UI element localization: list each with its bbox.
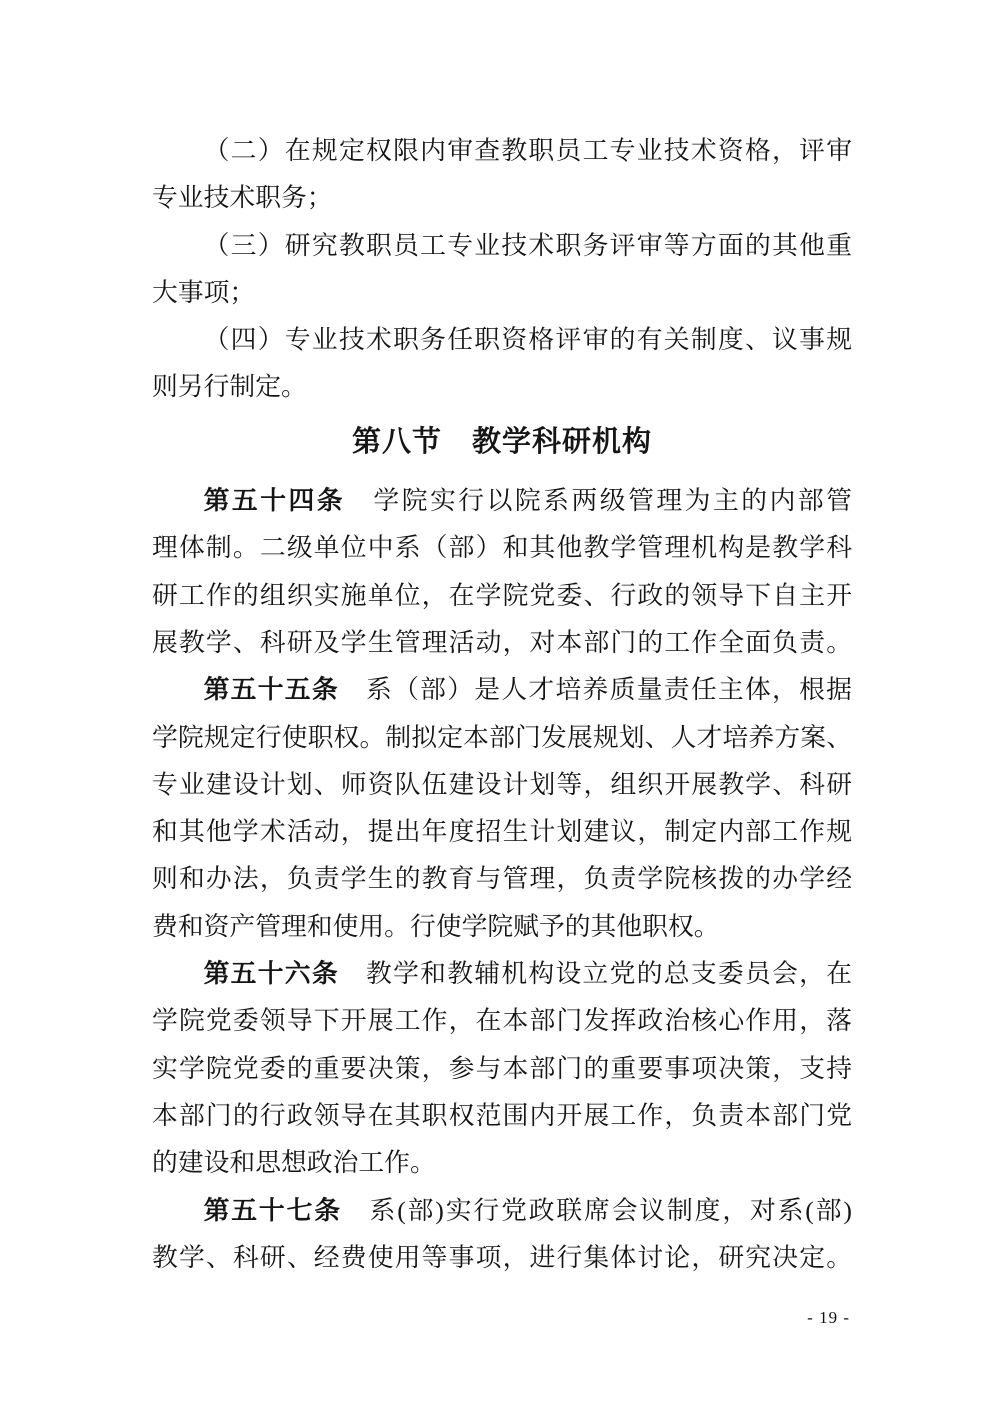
line-text: 系（部）是人才培养质量责任主体，根据 (338, 675, 852, 705)
clause-4-line-2 (152, 363, 852, 410)
section-heading: 第八节 教学科研机构 (351, 425, 652, 458)
article-56-line-3 (152, 1045, 852, 1092)
clause-3-line-1 (152, 222, 852, 269)
line-text: 学院规定行使职权。制拟定本部门发展规划、人才培养方案、 (152, 722, 852, 752)
article-55-line-1 (152, 666, 852, 713)
line-text: 学院党委领导下开展工作，在本部门发挥政治核心作用，落 (152, 1006, 852, 1036)
line-text: （四）专业技术职务任职资格评审的有关制度、议事规 (203, 325, 852, 355)
article-55-line-4 (152, 808, 852, 855)
article-57-number: 第五十七条 (203, 1195, 342, 1225)
page-number: - 19 - (807, 1308, 850, 1327)
line-text: 学院实行以院系两级管理为主的内部管 (345, 486, 852, 516)
line-text: 专业建设计划、师资队伍建设计划等，组织开展教学、科研 (152, 769, 852, 799)
line-text: （二）在规定权限内审查教职员工专业技术资格，评审 (203, 136, 852, 165)
line-text: 展教学、科研及学生管理活动，对本部门的工作全面负责。 (152, 627, 852, 657)
line-text: 教学、科研、经费使用等事项，进行集体讨论，研究决定。 (152, 1242, 852, 1272)
article-54-line-4 (152, 619, 852, 666)
line-text: 费和资产管理和使用。行使学院赋予的其他职权。 (152, 911, 720, 941)
article-56-line-2 (152, 997, 852, 1044)
article-55-line-5 (152, 855, 852, 902)
line-text: 则和办法，负责学生的教育与管理，负责学院核拨的办学经 (152, 864, 852, 894)
article-56-number: 第五十六条 (203, 959, 339, 989)
line-text: 实学院党委的重要决策，参与本部门的重要事项决策，支持 (152, 1053, 852, 1083)
article-54-line-1 (152, 477, 852, 524)
line-text: 的建设和思想政治工作。 (152, 1148, 436, 1178)
clause-2-line-2 (152, 174, 852, 221)
text-block (152, 127, 852, 1281)
line-text: 专业技术职务； (152, 183, 333, 213)
line-text: 则另行制定。 (152, 372, 307, 402)
line-text: （三）研究教职员工专业技术职务评审等方面的其他重 (203, 230, 852, 260)
article-57-line-2 (152, 1234, 852, 1281)
clause-2-line-1 (152, 127, 852, 174)
line-text: 系(部)实行党政联席会议制度，对系(部) (341, 1195, 852, 1225)
line-text: 理体制。二级单位中系（部）和其他教学管理机构是教学科 (152, 533, 852, 563)
clause-4-line-1 (152, 316, 852, 363)
article-57-line-1 (152, 1187, 852, 1234)
article-55-line-3 (152, 761, 852, 808)
article-55-number: 第五十五条 (203, 675, 339, 705)
article-55-line-2 (152, 714, 852, 761)
article-54-line-3 (152, 572, 852, 619)
line-text: 本部门的行政领导在其职权范围内开展工作，负责本部门党 (152, 1100, 852, 1130)
article-56-line-4 (152, 1092, 852, 1139)
line-text: 和其他学术活动，提出年度招生计划建议，制定内部工作规 (152, 817, 852, 847)
article-56-line-1 (152, 950, 852, 997)
article-55-line-6 (152, 903, 852, 950)
line-text: 教学和教辅机构设立党的总支委员会，在 (338, 959, 852, 989)
line-text: 研工作的组织实施单位，在学院党委、行政的领导下自主开 (152, 580, 852, 610)
line-text: 大事项； (152, 277, 256, 307)
article-54-number: 第五十四条 (203, 486, 346, 516)
article-54-line-2 (152, 524, 852, 571)
article-56-line-5 (152, 1139, 852, 1186)
clause-3-line-2 (152, 269, 852, 316)
